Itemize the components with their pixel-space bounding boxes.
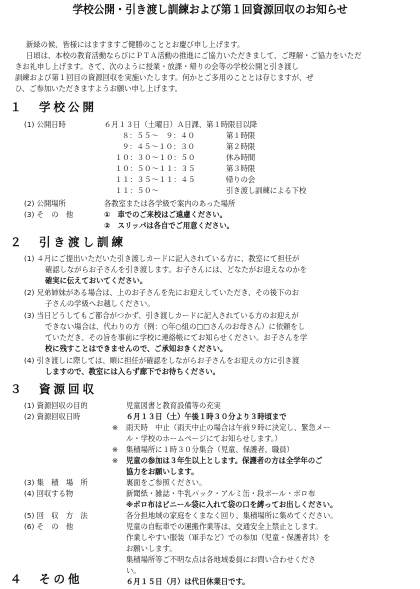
recycle-value: ※ボロ布はビニール袋に入れて袋の口を縛ってお出しください。 — [126, 500, 338, 509]
section-heading-1: １ 学校公開 — [10, 100, 97, 114]
schedule-time: ９：４５～１０：３０ — [122, 142, 195, 151]
recycle-value: お願いします。 — [126, 544, 177, 553]
recycle-value: 集積場所に１時３０分集合（児童、保護者、職員） — [126, 445, 294, 454]
handover-line: (2) 兄弟姉妹がある場合は、上のお子さんを先にお迎えしていただき、その後下のお — [24, 288, 300, 297]
schedule-time: １１：３５～１１：４５ — [115, 175, 196, 184]
recycle-value: 裏面をご参照ください。 — [126, 478, 207, 487]
open-place-value: 各教室または各学級で案内のあった場所 — [104, 199, 236, 208]
schedule-time: １１：５０～ — [115, 186, 159, 195]
handover-line: 校に残すことはできませんので、ご承知おきください。 — [45, 344, 228, 353]
section-heading-2: ２ 引き渡し訓練 — [10, 235, 126, 249]
schedule-time: １０：３０～１０：５０ — [115, 153, 196, 162]
recycle-purpose-label: (1) 資源回収の目的 — [24, 401, 88, 410]
intro-line: 訓練および第１回目の資源回収を実施いたします。何かとご多用のこととは存じますが、ぜ — [15, 73, 314, 82]
open-place-label: (2) 公開場所 — [24, 199, 66, 208]
handover-line: (1) ４月にご提出いただいた引き渡しカードに記入されている方に、教室にて担任が — [24, 254, 300, 263]
recycle-label: ※ — [112, 456, 119, 465]
handover-line: 確実に伝えておいてください。 — [45, 276, 148, 285]
recycle-value: 協力をお願いします。 — [126, 467, 199, 476]
recycle-value: 新聞紙・雑誌・牛乳パック・アルミ缶・段ボール・ボロ布 — [126, 489, 316, 498]
open-other-note-1: ① 車でのご来校はご遠慮ください。 — [104, 210, 227, 219]
intro-line: 日頃は、本校の教育活動ならびにＰＴＡ活動の推進にご協力いただきまして、ご理解・ご協力をいただ — [26, 51, 362, 60]
recycle-purpose-value: 児童図書と教育設備等の充実 — [126, 401, 221, 410]
intro-line: 新緑の候、皆様にはますますご健勝のこととお慶び申し上げます。 — [26, 40, 245, 49]
schedule-time: ８：５５～ ９：４０ — [122, 131, 195, 140]
recycle-value: ル・学校のホームページにてお知らせします。） — [126, 434, 282, 443]
schedule-desc: 第１時限 — [226, 131, 256, 140]
handover-line: (4) 引き渡しに際しては、順に担任が確認をしながらお子さんをお迎えの方に引き渡 — [24, 356, 300, 365]
handover-line: しますので、教室には入らず廊下でお待ちください。 — [45, 367, 220, 376]
schedule-desc: 第２時限 — [226, 142, 256, 151]
open-date-value: ６月１３日（土曜日）Ａ日課、第１時限目以降 — [104, 120, 258, 129]
handover-line: (3) 当日どうしてもご都合がつかず、引き渡しカードに記入されている方のお迎えが — [24, 311, 299, 320]
schedule-desc: 第３時限 — [226, 164, 256, 173]
recycle-value: ６月１３日（土）午後１時３０分より３時頃まで — [126, 412, 287, 421]
recycle-value: 児童の自転車での運搬作業等は、交通安全上禁止とします。 — [126, 522, 323, 531]
recycle-label: (4) 回収する物 — [24, 489, 74, 498]
schedule-time: １０：５０～１１：３５ — [115, 164, 196, 173]
page-title: 学校公開・引き渡し訓練および第１回資源回収のお知らせ — [72, 4, 348, 16]
handover-line: 確認しながらお子さんを引き渡します。お子さんには、どなたがお迎えなのかを — [45, 265, 308, 274]
recycle-value: 集積場所等ご不明な点は各地域委員にお問い合わせくださ — [126, 555, 316, 564]
recycle-label: (2) 資源回収日時 — [24, 412, 81, 421]
other-note: ６月１５日（月）は代日休業日です。 — [126, 577, 250, 586]
schedule-desc: 引き渡し訓練による下校 — [226, 186, 307, 195]
open-other-label: (3) そ の 他 — [24, 210, 74, 219]
handover-line: ていただき、その旨を事前に学校に連絡帳にてお知らせください。お子さんを学 — [45, 333, 308, 342]
section-heading-3: ３ 資源回収 — [10, 382, 97, 396]
recycle-value: 各分担地域の家庭をくまなく回り、集積場所に集めてください。 — [126, 511, 338, 520]
section-heading-4: ４ その他 — [10, 572, 83, 586]
recycle-label: (6) そ の 他 — [24, 522, 74, 531]
recycle-label: ※ — [112, 423, 119, 432]
handover-line: できない場合は、代わりの方（例：○年○組の□□さんのお母さん）に依頼をし — [45, 322, 306, 331]
handover-line: 子さんの学級へお越しください。 — [45, 299, 155, 308]
recycle-value: 児童の参加は３年生以上とします。保護者の方は全学年のご — [126, 456, 323, 465]
recycle-label: (3) 集 積 場 所 — [24, 478, 88, 487]
schedule-desc: 帰りの会 — [226, 175, 256, 184]
recycle-value: 雨天時 中止（雨天中止の場合は午前９時に決定し、緊急メー — [126, 423, 331, 432]
open-other-note-2: ② スリッパは各自でご用意ください。 — [104, 221, 234, 230]
intro-line: ひ、ご参加いただきますようお願い申し上げます。 — [15, 84, 182, 93]
open-date-label: (1) 公開日時 — [24, 120, 66, 129]
recycle-label: ※ — [112, 445, 119, 454]
recycle-label: (5) 回 収 方 法 — [24, 511, 88, 520]
intro-line: きお礼申し上げます。さて、次のように授業・放課・帰りの会等の学校公開と引き渡し — [15, 62, 299, 71]
recycle-value: 作業しやすい服装（軍手など）での参加（児童・保護者共）を — [126, 533, 331, 542]
schedule-desc: 休み時間 — [226, 153, 256, 162]
recycle-value: い。 — [126, 566, 141, 575]
